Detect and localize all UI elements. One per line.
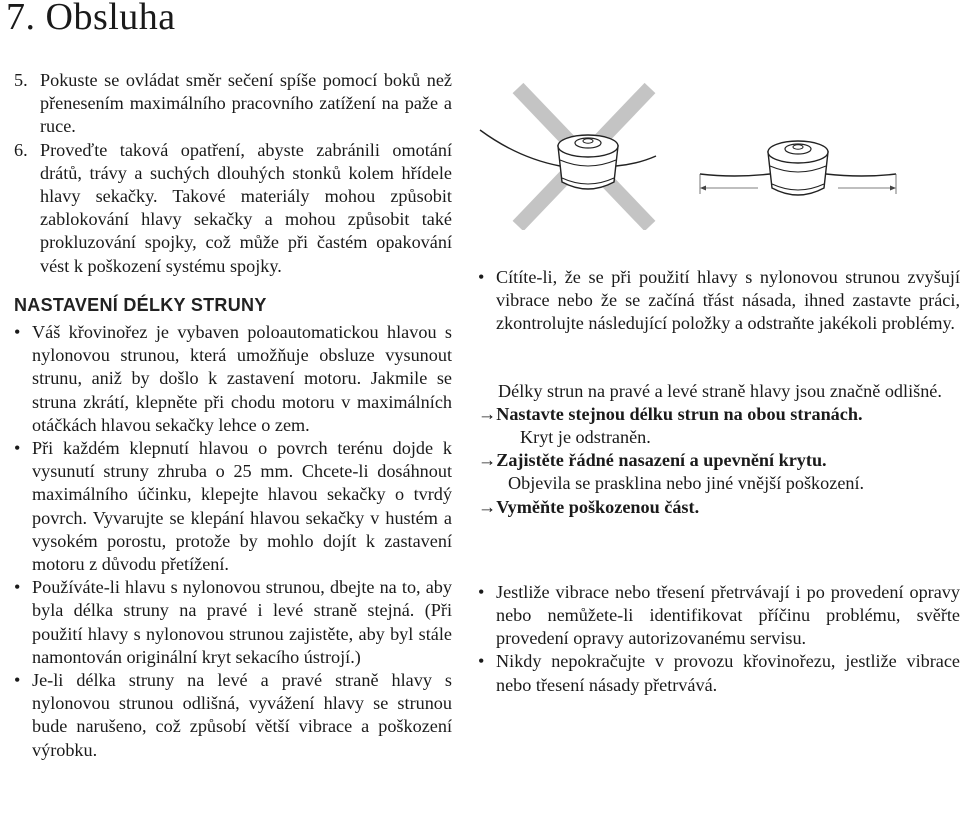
incorrect-head-icon xyxy=(480,88,656,226)
problem-3: Objevila se prasklina nebo jiné vnější poškození. xyxy=(508,473,865,494)
arrow-icon: → xyxy=(478,450,497,471)
left-column xyxy=(14,69,452,762)
section-heading: NASTAVENÍ DÉLKY STRUNY xyxy=(14,294,267,315)
bullet-item xyxy=(478,266,960,336)
bullet-text: Jestliže vibrace nebo třesení přetrvávají i po provedení opravy nebo nemůžete-li identifikovat příčinu problému, svěřte provedení opravy autorizovanému servisu. xyxy=(496,581,960,649)
arrow-icon: → xyxy=(478,496,497,517)
item-number: 6. xyxy=(14,139,28,160)
fix-text: Zajistěte řádné nasazení a upevnění krytu. xyxy=(496,450,827,471)
bullet-item xyxy=(14,669,452,762)
numbered-item-6 xyxy=(14,139,452,278)
arrow-icon: → xyxy=(478,403,497,424)
fix-text: Vyměňte poškozenou část. xyxy=(496,496,700,517)
bullet-item xyxy=(478,581,960,651)
bullet-text: Je-li délka struny na levé a pravé straně hlavy s nylonovou strunou odlišná, vyvážení hlavy se strunou bude narušeno, což způsobí větší vibrace a poškození výrobku. xyxy=(32,670,452,760)
bullet-symbol: • xyxy=(14,670,21,691)
trimmer-head-illustration xyxy=(478,82,960,230)
item-text: Proveďte taková opatření, abyste zabránili omotání drátů, trávy a suchých dlouhých stonků kolem hřídele hlavy sekačky. Takové materiály mohou způsobit zablokování hlavy sekačky a mohou způsobit také prokluzování spojky, což může při častém opakování vést k poškození systému spojky. xyxy=(40,139,452,276)
bullet-symbol: • xyxy=(478,581,485,602)
bullet-symbol: • xyxy=(478,267,485,287)
item-number: 5. xyxy=(14,70,28,90)
bullet-item xyxy=(14,576,452,669)
correct-head-icon xyxy=(700,141,896,195)
bullet-text: Nikdy nepokračujte v provozu křovinořezu, jestliže vibrace nebo třesení násady přetrvává. xyxy=(496,651,960,695)
trimmer-head-figure xyxy=(478,82,960,230)
bullet-item xyxy=(14,321,452,437)
bullet-symbol: • xyxy=(14,322,21,343)
bullet-item xyxy=(14,437,452,576)
bullet-item xyxy=(478,650,960,696)
bullet-symbol: • xyxy=(478,651,485,672)
right-column xyxy=(478,266,960,697)
numbered-item-5 xyxy=(14,69,452,139)
bullet-symbol: • xyxy=(14,577,21,598)
item-text: Pokuste se ovládat směr sečení spíše pomocí boků než přenesením maximálního pracovního zatížení na paže a ruce. xyxy=(40,70,452,137)
bullet-text: Cítíte-li, že se při použití hlavy s nylonovou strunou zvyšují vibrace nebo že se začíná třást násada, ihned zastavte práci, zkontrolujte následující položky a odstraňte jakékoli problémy. xyxy=(496,267,960,334)
problem-2: Kryt je odstraněn. xyxy=(520,427,651,448)
bullet-text: Používáte-li hlavu s nylonovou strunou, dbejte na to, aby byla délka struny na pravé i levé straně stejná. (Při použití hlavy s nylonovou strunou zajistěte, aby byl stále namontován originální kryt sekacího ústrojí.) xyxy=(32,577,452,667)
bullet-text: Váš křovinořez je vybaven poloautomatickou hlavou s nylonovou strunou, která umožňuje obsluze vysunout strunu, aniž by došlo k zastavení motoru. Jakmile se struna zkrátí, klepněte při chodu motoru v maximálních otáčkách hlavou sekačky lehce o zem. xyxy=(32,322,452,435)
fix-2 xyxy=(478,449,960,472)
problem-1: Délky strun na pravé a levé straně hlavy jsou značně odlišné. xyxy=(498,380,942,401)
fix-3 xyxy=(478,496,960,519)
fix-text: Nastavte stejnou délku strun na obou stranách. xyxy=(496,403,863,424)
bullet-text: Při každém klepnutí hlavou o povrch terénu dojde k vysunutí struny zhruba o 25 mm. Chcete-li dosáhnout maximálního účinku, klepejte hlavou sekačky o tvrdý povrch. Vyvarujte se klepání hlavou sekačky v hustém a vysokém porostu, protože by mohlo dojít k zastavení motoru z důvodu přetížení. xyxy=(32,438,452,575)
fix-1 xyxy=(478,403,960,426)
page-title: 7. Obsluha xyxy=(6,0,176,38)
bullet-symbol: • xyxy=(14,438,21,459)
